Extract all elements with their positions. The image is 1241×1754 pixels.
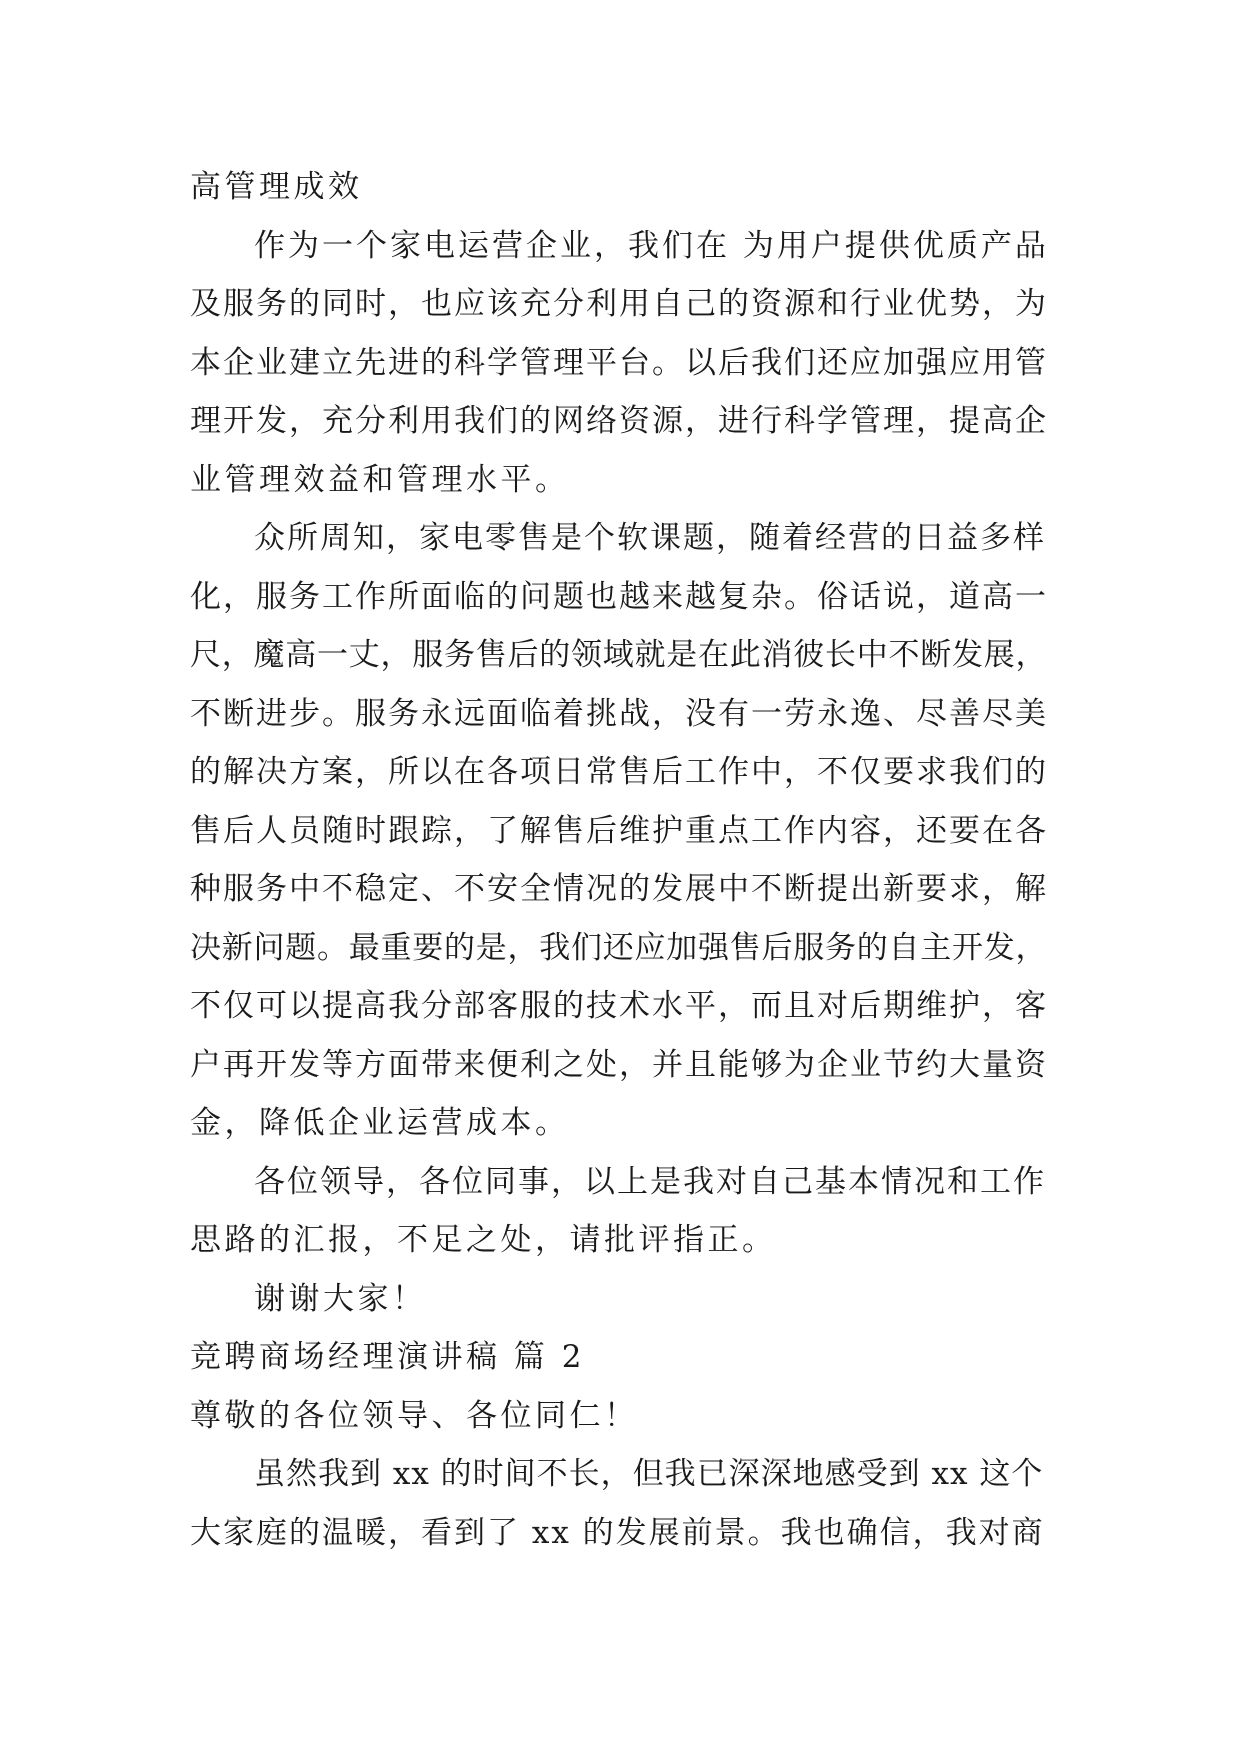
text-line: 决新问题。最重要的是，我们还应加强售后服务的自主开发， <box>190 929 1048 966</box>
text-line: 大家庭的温暖，看到了 xx 的发展前景。我也确信，我对商 <box>190 1514 1045 1551</box>
text-line: 竞聘商场经理演讲稿 篇 2 <box>190 1339 585 1375</box>
text-line: 尊敬的各位领导、各位同仁！ <box>190 1397 639 1434</box>
text-line: 金，降低企业运营成本。 <box>190 1105 570 1141</box>
text-line: 各位领导，各位同事，以上是我对自己基本情况和工作 <box>254 1163 1046 1200</box>
text-line: 谢谢大家！ <box>254 1280 427 1317</box>
text-line: 思路的汇报，不足之处，请批评指正。 <box>190 1222 777 1258</box>
text-line: 不断进步。服务永远面临着挑战，没有一劳永逸、尽善尽美 <box>190 695 1048 732</box>
document-body <box>190 158 1050 1562</box>
text-line: 种服务中不稳定、不安全情况的发展中不断提出新要求，解 <box>190 871 1048 907</box>
text-line: 售后人员随时跟踪，了解售后维护重点工作内容，还要在各 <box>190 812 1048 849</box>
text-line: 尺，魔高一丈，服务售后的领域就是在此消彼长中不断发展， <box>190 637 1048 673</box>
text-line: 本企业建立先进的科学管理平台。以后我们还应加强应用管 <box>190 344 1048 381</box>
text-line: 众所周知，家电零售是个软课题，随着经营的日益多样 <box>254 520 1046 556</box>
text-line: 户再开发等方面带来便利之处，并且能够为企业节约大量资 <box>190 1046 1048 1083</box>
text-line: 虽然我到 xx 的时间不长，但我已深深地感受到 xx 这个 <box>254 1456 1044 1492</box>
text-line: 理开发，充分利用我们的网络资源，进行科学管理，提高企 <box>190 403 1048 439</box>
text-line: 业管理效益和管理水平。 <box>190 461 570 498</box>
text-line: 化，服务工作所面临的问题也越来越复杂。俗话说，道高一 <box>190 578 1048 615</box>
text-line: 不仅可以提高我分部客服的技术水平，而且对后期维护，客 <box>190 988 1048 1024</box>
text-line: 高管理成效 <box>190 169 363 205</box>
text-line: 作为一个家电运营企业，我们在 为用户提供优质产品 <box>254 227 1049 264</box>
text-line: 的解决方案，所以在各项日常售后工作中，不仅要求我们的 <box>190 754 1048 790</box>
text-line: 及服务的同时，也应该充分利用自己的资源和行业优势，为 <box>190 286 1048 322</box>
